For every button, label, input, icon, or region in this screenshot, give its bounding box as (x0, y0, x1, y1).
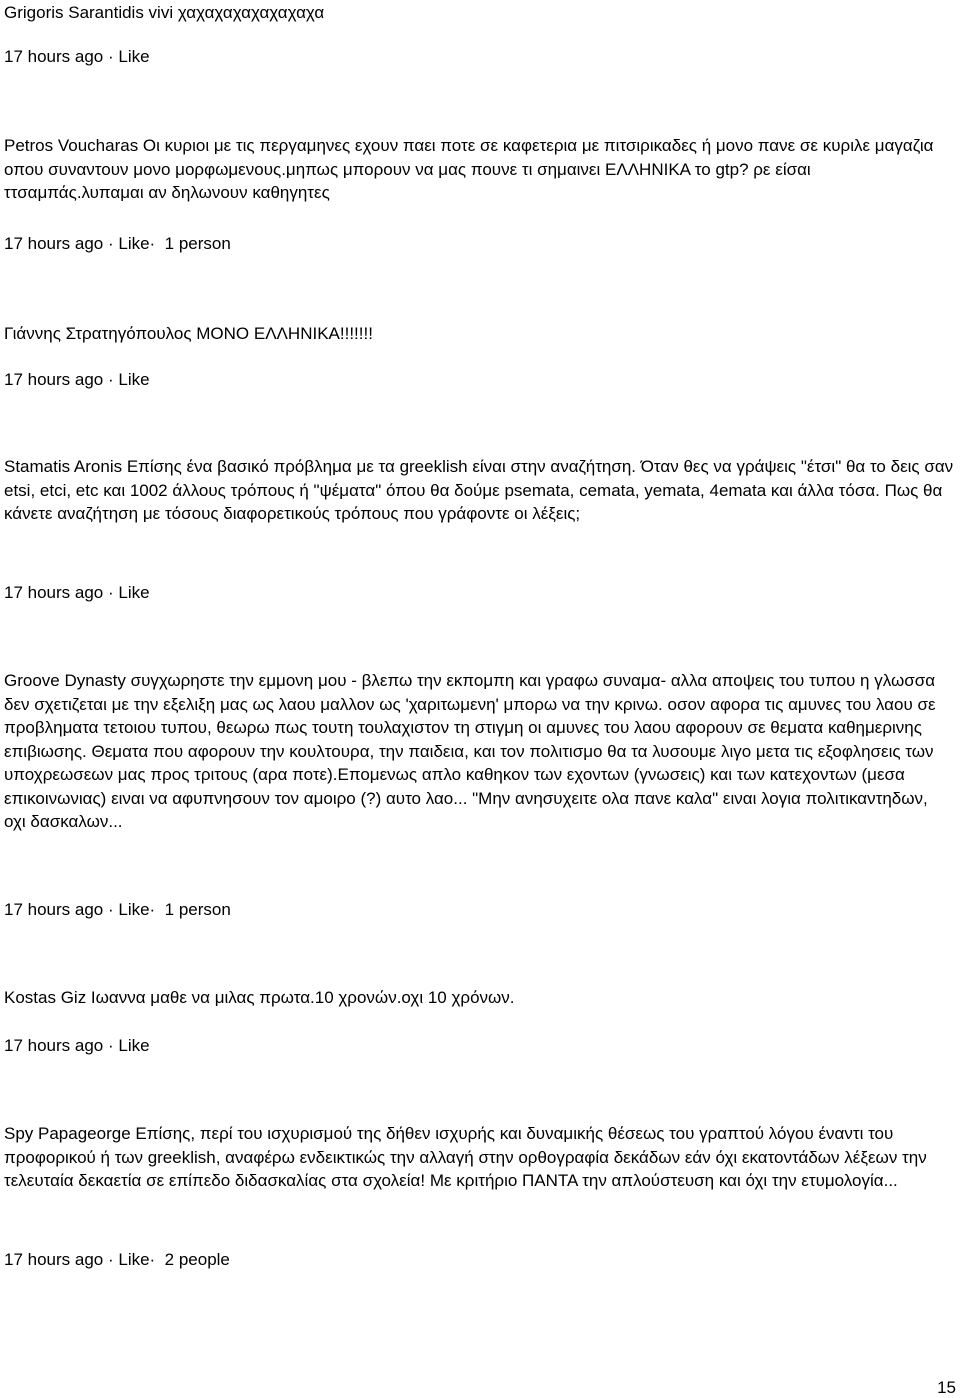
comment (4, 669, 954, 919)
meta-separator: · (103, 1250, 119, 1269)
comment-text: Stamatis Aronis Επίσης ένα βασικό πρόβλημα με τα greeklish είναι στην αναζήτηση. Όταν θες να γράψεις "έτσι" θα το δεις σαν etsi, etci, etc και 1002 άλλους τρόπους ή "ψέματα" όπου θα δούμε psemata, cemata, yemata, 4emata και άλλα τόσα. Πως θα κάνετε αναζήτηση με τόσους διαφορετικούς τρόπους που γράφοντε οι λέξεις; (4, 457, 954, 523)
comment-meta (4, 368, 150, 392)
comment (4, 1122, 954, 1269)
like-link[interactable]: Like (118, 1036, 150, 1055)
comment-text: Petros Voucharas Οι κυριοι με τις περγαμηνες εχουν παει ποτε σε καφετερια με πιτσιρικαδες ή μονο πανε σε κυριλε μαγαζια οπου συναντουν μονο μορφωμενους.μηπως μπορουν να μας πουνε τι σημαινει ΕΛΛΗΝΙΚΑ το gtp? ρε είσαι ττσαμπάς.λυπαμαι αν δηλωνουν καθηγητες (4, 136, 934, 202)
comment-timestamp: 17 hours ago (4, 1250, 104, 1269)
comment (4, 455, 954, 602)
comment-timestamp: 17 hours ago (4, 370, 104, 389)
like-link[interactable]: Like (118, 47, 150, 66)
like-count[interactable]: 1 person (164, 234, 231, 253)
like-count[interactable]: 1 person (164, 900, 231, 919)
comment (4, 986, 954, 1055)
meta-separator: · (149, 900, 165, 919)
comment (4, 134, 954, 253)
comment-text: Groove Dynasty συγχωρηστε την εμμονη μου - βλεπω την εκπομπη και γραφω συναμα- αλλα αποψεις του τυπου η γλωσσα δεν σχετιζεται με την εξελιξη μας ως λαου μαλλον ως 'χαριτωμενη' μπορω να την κρινω. οσον αφορα τις αμυνες του λαου σε προβληματα τετοιου τυπου, θεωρω πως τουτη τουλαχιστον τη στιγμη οι αμυνες του λαου αφορουν σε θεματα καθημερινης επιβιωσης. Θεματα που αφορουν την κουλτουρα, την παιδεια, και τον πολιτισμο θα τα λυσουμε λιγο μετα τις εξοφλησεις των υποχρεωσεων μας προς τριτους (αρα ποτε).Επομενως απλο καθηκον των εχοντων (γνωσεις) και των κατεχοντων (μεσα επικοινωνιας) ειναι να αφυπνησουν τον αμοιρο (?) αυτο λαο... "Μην ανησυχειτε ολα πανε καλα" ειναι λογια πολιτικαντηδων, οχι δασκαλων... (4, 671, 936, 831)
meta-separator: · (103, 900, 119, 919)
like-link[interactable]: Like (118, 583, 150, 602)
comment-meta (4, 898, 231, 922)
comment-timestamp: 17 hours ago (4, 1036, 104, 1055)
comment-text: Grigoris Sarantidis vivi χαχαχαχαχαχαχαχα (4, 3, 325, 22)
comment-timestamp: 17 hours ago (4, 583, 104, 602)
meta-separator: · (103, 583, 119, 602)
meta-separator: · (149, 1250, 165, 1269)
meta-separator: · (149, 234, 165, 253)
comment-text: Kostas Giz Ιωαννα μαθε να μιλας πρωτα.10 χρονών.οχι 10 χρόνων. (4, 988, 515, 1007)
like-count[interactable]: 2 people (164, 1250, 230, 1269)
page-number: 15 (937, 1378, 956, 1397)
comment-timestamp: 17 hours ago (4, 234, 104, 253)
comment-timestamp: 17 hours ago (4, 47, 104, 66)
meta-separator: · (103, 47, 119, 66)
comment-meta (4, 1034, 150, 1058)
meta-separator: · (103, 1036, 119, 1055)
comment-meta (4, 232, 231, 256)
comment (4, 1, 954, 66)
comment (4, 322, 954, 389)
like-link[interactable]: Like (118, 1250, 150, 1269)
comment-meta (4, 45, 150, 69)
like-link[interactable]: Like (118, 234, 150, 253)
comment-timestamp: 17 hours ago (4, 900, 104, 919)
like-link[interactable]: Like (118, 370, 150, 389)
like-link[interactable]: Like (118, 900, 150, 919)
comment-text: Γιάννης Στρατηγόπουλος ΜΟΝΟ ΕΛΛΗΝΙΚΑ!!!!!!! (4, 324, 373, 343)
comment-meta (4, 1248, 230, 1272)
meta-separator: · (103, 370, 119, 389)
meta-separator: · (103, 234, 119, 253)
comment-text: Spy Papageorge Επίσης, περί του ισχυρισμού της δήθεν ισχυρής και δυναμικής θέσεως του γραπτού λόγου έναντι του προφορικού ή των greeklish, αναφέρω ενδεικτικώς την αλλαγή στην ορθογραφία δεκάδων εάν όχι εκατοντάδων λέξεων την τελευταία δεκαετία σε επίπεδο διδασκαλίας στα σχολεία! Με κριτήριο ΠΑΝΤΑ την απλούστευση και όχι την ετυμολογία... (4, 1124, 927, 1190)
comment-meta (4, 581, 150, 605)
